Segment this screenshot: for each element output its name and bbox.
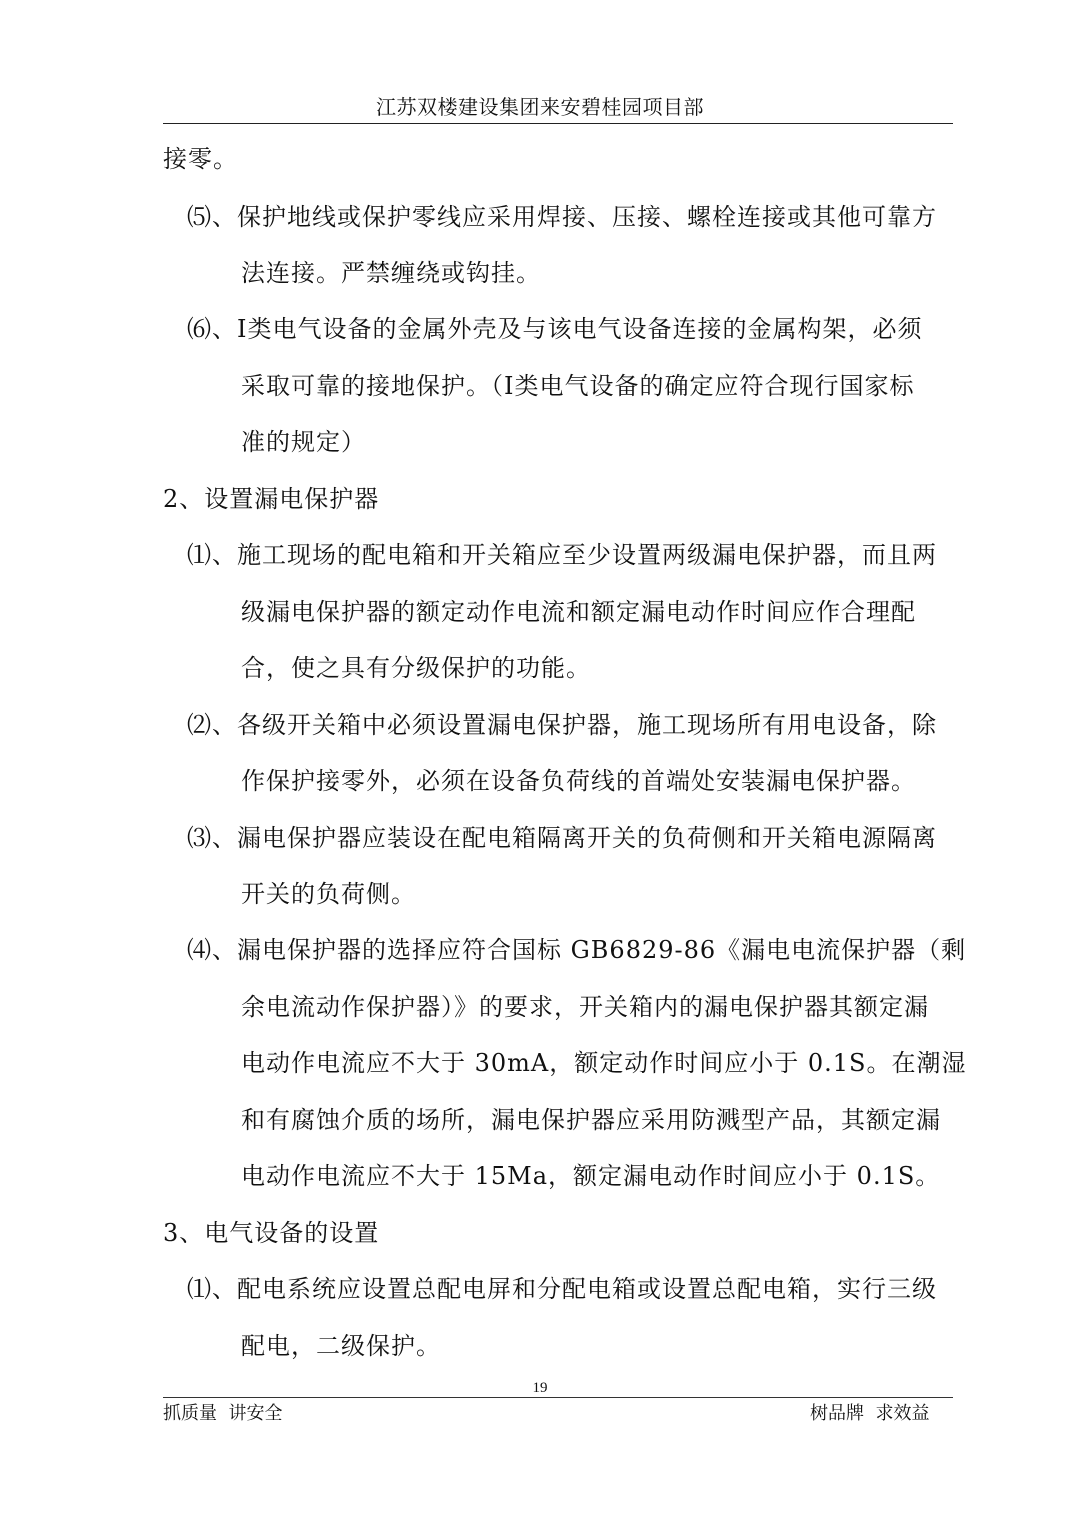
body-line: 作保护接零外，必须在设备负荷线的首端处安装漏电保护器。 — [241, 767, 916, 795]
body-line: 电动作电流应不大于 30mA，额定动作时间应小于 0.1S。在潮湿 — [241, 1049, 967, 1077]
body-line: ⑴、施工现场的配电箱和开关箱应至少设置两级漏电保护器，而且两 — [187, 541, 937, 569]
body-line: 配电，二级保护。 — [241, 1332, 441, 1360]
body-line: 级漏电保护器的额定动作电流和额定漏电动作时间应作合理配 — [241, 598, 916, 626]
body-line: ⑸、保护地线或保护零线应采用焊接、压接、螺栓连接或其他可靠方 — [187, 203, 937, 231]
body-line: 开关的负荷侧。 — [241, 880, 416, 908]
body-line: ⑹、Ⅰ类电气设备的金属外壳及与该电气设备连接的金属构架，必须 — [187, 315, 923, 343]
header-divider — [163, 123, 953, 124]
section-heading: 2、设置漏电保护器 — [163, 485, 380, 513]
section-heading: 3、电气设备的设置 — [163, 1219, 380, 1247]
footer-slogan-right: 树品牌 求效益 — [810, 1403, 930, 1424]
body-line: ⑵、各级开关箱中必须设置漏电保护器，施工现场所有用电设备，除 — [187, 711, 937, 739]
footer-divider — [163, 1397, 953, 1398]
body-line: 和有腐蚀介质的场所，漏电保护器应采用防溅型产品，其额定漏 — [241, 1106, 941, 1134]
body-line: ⑷、漏电保护器的选择应符合国标 GB6829-86《漏电电流保护器（剩 — [187, 936, 967, 964]
footer-slogan-left: 抓质量 讲安全 — [163, 1403, 283, 1424]
body-line: ⑶、漏电保护器应装设在配电箱隔离开关的负荷侧和开关箱电源隔离 — [187, 824, 937, 852]
body-line: 法连接。严禁缠绕或钩挂。 — [241, 259, 541, 287]
body-line: 接零。 — [163, 145, 238, 173]
document-header-title: 江苏双楼建设集团来安碧桂园项目部 — [376, 95, 704, 119]
body-line: 电动作电流应不大于 15Ma，额定漏电动作时间应小于 0.1S。 — [241, 1162, 941, 1190]
body-line: 采取可靠的接地保护。（Ⅰ类电气设备的确定应符合现行国家标 — [241, 372, 915, 400]
body-line: 余电流动作保护器）》的要求，开关箱内的漏电保护器其额定漏 — [241, 993, 929, 1021]
body-line: 合，使之具有分级保护的功能。 — [241, 654, 591, 682]
page-number: 19 — [532, 1380, 548, 1396]
body-line: ⑴、配电系统应设置总配电屏和分配电箱或设置总配电箱，实行三级 — [187, 1275, 937, 1303]
body-line: 准的规定） — [241, 428, 366, 456]
